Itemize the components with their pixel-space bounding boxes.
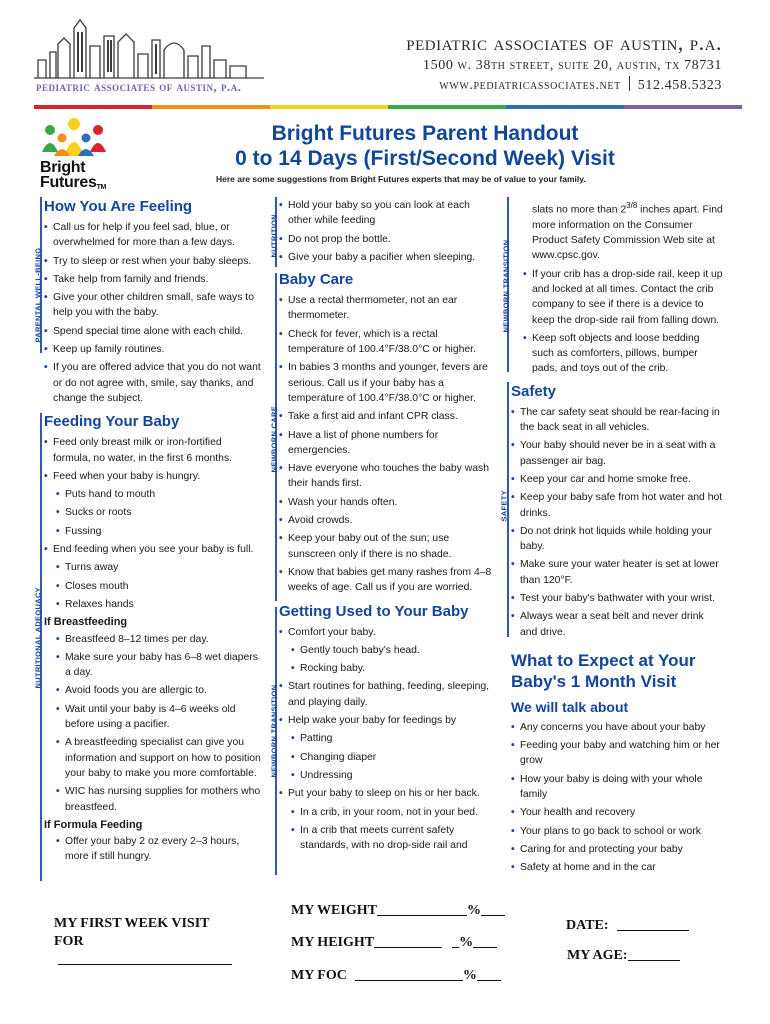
- baby-care-list: [279, 293, 495, 595]
- list-item: • Try to sleep or rest when your baby sleeps.: [44, 254, 262, 269]
- list-item: • Know that babies get many rashes from 4–8 weeks of age. Call us if you are worried.: [279, 565, 495, 596]
- list-item: • Your health and recovery: [511, 805, 723, 820]
- age-label: MY AGE:: [567, 948, 628, 963]
- list-item: • Call us for help if you feel sad, blue, or overwhelmed for more than a few days.: [44, 220, 262, 251]
- weight-label: MY WEIGHT: [291, 903, 377, 918]
- list-item: • Keep your baby out of the sun; use sunscreen only if there is no shade.: [279, 531, 495, 562]
- list-item: • Gently touch baby's head.: [279, 643, 495, 658]
- list-item: • Patting: [279, 731, 495, 746]
- rule-blue: [506, 105, 624, 109]
- list-item: • Your baby should never be in a seat with a passenger air bag.: [511, 438, 723, 469]
- form-line-2: FOR: [54, 934, 84, 949]
- divider: [629, 76, 630, 91]
- list-item: • Caring for and protecting your baby: [511, 842, 723, 857]
- list-item: • In babies 3 months and younger, fevers are serious. Call us if your baby has a temperature of 100.4°F/38.0°C or higher.: [279, 360, 495, 406]
- bright-futures-wordmark: [40, 160, 130, 195]
- color-rule: [34, 105, 742, 109]
- percent-sign: %: [462, 968, 477, 983]
- heading-we-will-talk-about: We will talk about: [511, 698, 629, 715]
- heading-if-breastfeeding: If Breastfeeding: [44, 616, 128, 629]
- list-item: • Any concerns you have about your baby: [511, 720, 723, 735]
- list-item: • Keep your baby safe from hot water and hot drinks.: [511, 490, 723, 521]
- list-item: • Wait until your baby is 4–6 weeks old before using a pacifier.: [44, 702, 262, 733]
- weight-field[interactable]: [291, 903, 505, 919]
- list-item: • Keep up family routines.: [44, 342, 262, 357]
- list-item: • Feeding your baby and watching him or her grow: [511, 738, 723, 769]
- practice-name: pediatric associates of austin, p.a.: [406, 30, 722, 55]
- heading-line-1: What to Expect at Your: [511, 650, 696, 670]
- list-item: • Make sure your water heater is set at lower than 120°F.: [511, 557, 723, 588]
- list-item: • Keep soft objects and loose bedding such as comforters, pillows, bumper pads, and toys out of the crib.: [511, 331, 723, 377]
- feeling-list: [44, 220, 262, 406]
- rule-green: [388, 105, 506, 109]
- list-item: • Comfort your baby.: [279, 625, 495, 640]
- separator: _: [452, 935, 460, 950]
- list-item: • Give your baby a pacifier when sleeping.: [279, 250, 495, 265]
- height-blank[interactable]: [374, 935, 442, 948]
- list-item: • Feed when your baby is hungry.: [44, 469, 262, 484]
- list-item: • Make sure your baby has 6–8 wet diapers a day.: [44, 650, 262, 681]
- list-item: • Avoid foods you are allergic to.: [44, 683, 262, 698]
- list-item: • Test your baby's bathwater with your wrist.: [511, 591, 723, 606]
- date-label: DATE:: [566, 918, 609, 933]
- list-item: • Have a list of phone numbers for emergencies.: [279, 428, 495, 459]
- foc-label: MY FOC: [291, 968, 347, 983]
- list-item: • Relaxes hands: [44, 597, 262, 612]
- safety-list: [511, 405, 723, 640]
- list-item: • Feed only breast milk or iron-fortified formula, no water, in the first 6 months.: [44, 435, 262, 466]
- side-label-newborn-transition: NEWBORN TRANSITION: [269, 684, 279, 778]
- rule-yellow: [270, 105, 388, 109]
- nutrition-list: [279, 198, 495, 265]
- heading-how-you-are-feeling: How You Are Feeling: [44, 198, 193, 215]
- form-line-1: MY FIRST WEEK VISIT: [54, 916, 210, 931]
- list-item: • End feeding when you see your baby is full.: [44, 542, 262, 557]
- percent-sign: %: [459, 935, 474, 950]
- heading-getting-used-to-your-baby: Getting Used to Your Baby: [279, 602, 469, 620]
- first-week-visit-blank[interactable]: [58, 952, 232, 968]
- side-label-newborn-care: NEWBORN CARE: [269, 405, 279, 473]
- list-item: • A breastfeeding specialist can give you information and support on how to position your baby to make you more comfortable.: [44, 735, 262, 781]
- side-label-nutritional: NUTRITIONAL ADEQUACY: [33, 587, 43, 689]
- rule-orange: [152, 105, 270, 109]
- list-item: • Avoid crowds.: [279, 513, 495, 528]
- list-item: • Undressing: [279, 768, 495, 783]
- percent-sign: %: [466, 903, 481, 918]
- list-item: • Your plans to go back to school or work: [511, 824, 723, 839]
- page-title: [160, 121, 690, 171]
- wordmark-line-2: [40, 175, 130, 195]
- list-item: • Spend special time alone with each child.: [44, 324, 262, 339]
- list-item: • Use a rectal thermometer, not an ear thermometer.: [279, 293, 495, 324]
- wordmark-line-2-text: Futures: [40, 174, 97, 191]
- list-item: • Puts hand to mouth: [44, 487, 262, 502]
- column-3: [511, 198, 723, 879]
- weight-blank[interactable]: [377, 903, 467, 916]
- list-item: • Wash your hands often.: [279, 495, 495, 510]
- feeding-list: [44, 435, 262, 612]
- list-item: • If you are offered advice that you do not want or do not agree with, smile, say thanks, and change the subject.: [44, 360, 262, 406]
- foc-field[interactable]: [291, 968, 501, 984]
- formula-list: [44, 834, 262, 865]
- slats-fraction: 3/8: [626, 201, 638, 210]
- list-item: • Turns away: [44, 560, 262, 575]
- heading-feeding-your-baby: Feeding Your Baby: [44, 413, 180, 431]
- list-item: • Take help from family and friends.: [44, 272, 262, 287]
- side-label-parental: PARENTAL WELL-BEING: [33, 247, 43, 343]
- heading-what-to-expect: [511, 650, 723, 692]
- list-item: • Start routines for bathing, feeding, sleeping, and playing daily.: [279, 679, 495, 710]
- list-item: • Changing diaper: [279, 750, 495, 765]
- list-item: • Put your baby to sleep on his or her back.: [279, 786, 495, 801]
- side-label-nutrition: NUTRITION: [269, 213, 279, 258]
- list-item: • Keep your car and home smoke free.: [511, 472, 723, 487]
- list-item: • Closes mouth: [44, 579, 262, 594]
- list-item: • Safety at home and in the car: [511, 860, 723, 875]
- list-item: • The car safety seat should be rear-facing in the back seat in all vehicles.: [511, 405, 723, 436]
- blank-line[interactable]: [58, 952, 232, 965]
- heading-safety: Safety: [511, 382, 557, 400]
- practice-contact: [406, 76, 722, 94]
- column-2: [279, 198, 495, 856]
- age-field[interactable]: [567, 948, 680, 964]
- slats-text: slats no more than 2: [532, 204, 627, 216]
- getting-used-list: [279, 625, 495, 854]
- list-item: • How your baby is doing with your whole family: [511, 772, 723, 803]
- height-label: MY HEIGHT: [291, 935, 375, 950]
- foc-percentile-blank[interactable]: [477, 968, 501, 981]
- list-item: • Hold your baby so you can look at each other while feeding: [279, 198, 495, 229]
- column-1: [44, 198, 262, 868]
- age-blank[interactable]: [628, 948, 680, 961]
- title-line-1: Bright Futures Parent Handout: [271, 122, 579, 145]
- heading-line-2: Baby's 1 Month Visit: [511, 671, 677, 691]
- slats-rest: inches apart. Find more information on the Consumer Product Safety Commission Web site at www.cpsc.gov.: [532, 204, 723, 262]
- list-item: • Fussing: [44, 524, 262, 539]
- rule-red: [34, 105, 152, 109]
- list-item: • In a crib, in your room, not in your bed.: [279, 805, 495, 820]
- foc-blank[interactable]: [355, 968, 463, 981]
- list-item: • Breastfeed 8–12 times per day.: [44, 632, 262, 647]
- heading-baby-care: Baby Care: [279, 271, 354, 289]
- list-item: • Sucks or roots: [44, 505, 262, 520]
- title-line-2: 0 to 14 Days (First/Second Week) Visit: [235, 147, 615, 170]
- practice-address: 1500 w. 38th street, suite 20, austin, tx 78731: [423, 58, 722, 73]
- talk-list: [511, 720, 723, 876]
- list-item: • Give your other children small, safe ways to help you with the baby.: [44, 290, 262, 321]
- trademark: TM: [96, 184, 107, 191]
- weight-percentile-blank[interactable]: [481, 903, 505, 916]
- wordmark-line-1: Bright: [40, 159, 86, 176]
- breastfeeding-list: [44, 632, 262, 815]
- date-blank[interactable]: [617, 918, 689, 931]
- list-item: • Take a first aid and infant CPR class.: [279, 409, 495, 424]
- practice-logo-caption: pediatric associates of austin, p.a.: [36, 79, 242, 94]
- list-item: • Do not prop the bottle.: [279, 232, 495, 247]
- page-subtitle: Here are some suggestions from Bright Futures experts that may be of value to your family.: [216, 174, 586, 184]
- list-item: • If your crib has a drop-side rail, keep it up and locked at all times. Contact the crib company to see if there is a device to keep the drop-side rail from falling down.: [511, 267, 723, 328]
- list-item: • Do not drink hot liquids while holding your baby.: [511, 524, 723, 555]
- list-item: • Always wear a seat belt and never drink and drive.: [511, 609, 723, 640]
- practice-info: [406, 30, 722, 94]
- side-label-newborn-transition: NEWBORN TRANSITION: [501, 239, 511, 333]
- list-item: • In a crib that meets current safety standards, with no drop-side rail and: [279, 823, 495, 854]
- list-item-continued: [511, 198, 723, 264]
- heading-if-formula-feeding: If Formula Feeding: [44, 818, 143, 831]
- list-item: • WIC has nursing supplies for mothers who breastfeed.: [44, 784, 262, 815]
- crib-list: [511, 198, 723, 377]
- date-field[interactable]: [566, 918, 689, 934]
- side-label-safety: SAFETY: [499, 490, 509, 522]
- list-item: • Offer your baby 2 oz every 2–3 hours, more if still hungry.: [44, 834, 262, 865]
- rule-purple: [624, 105, 742, 109]
- practice-phone: 512.458.5323: [637, 78, 722, 93]
- list-item: • Have everyone who touches the baby wash their hands first.: [279, 461, 495, 492]
- height-percentile-blank[interactable]: [473, 935, 497, 948]
- list-item: • Rocking baby.: [279, 661, 495, 676]
- practice-website[interactable]: www.pediatricassociates.net: [439, 78, 621, 93]
- first-week-visit-label: [54, 916, 209, 950]
- height-field[interactable]: [291, 935, 497, 951]
- list-item: • Check for fever, which is a rectal temperature of 100.4°F/38.0°C or higher.: [279, 327, 495, 358]
- list-item: • Help wake your baby for feedings by: [279, 713, 495, 728]
